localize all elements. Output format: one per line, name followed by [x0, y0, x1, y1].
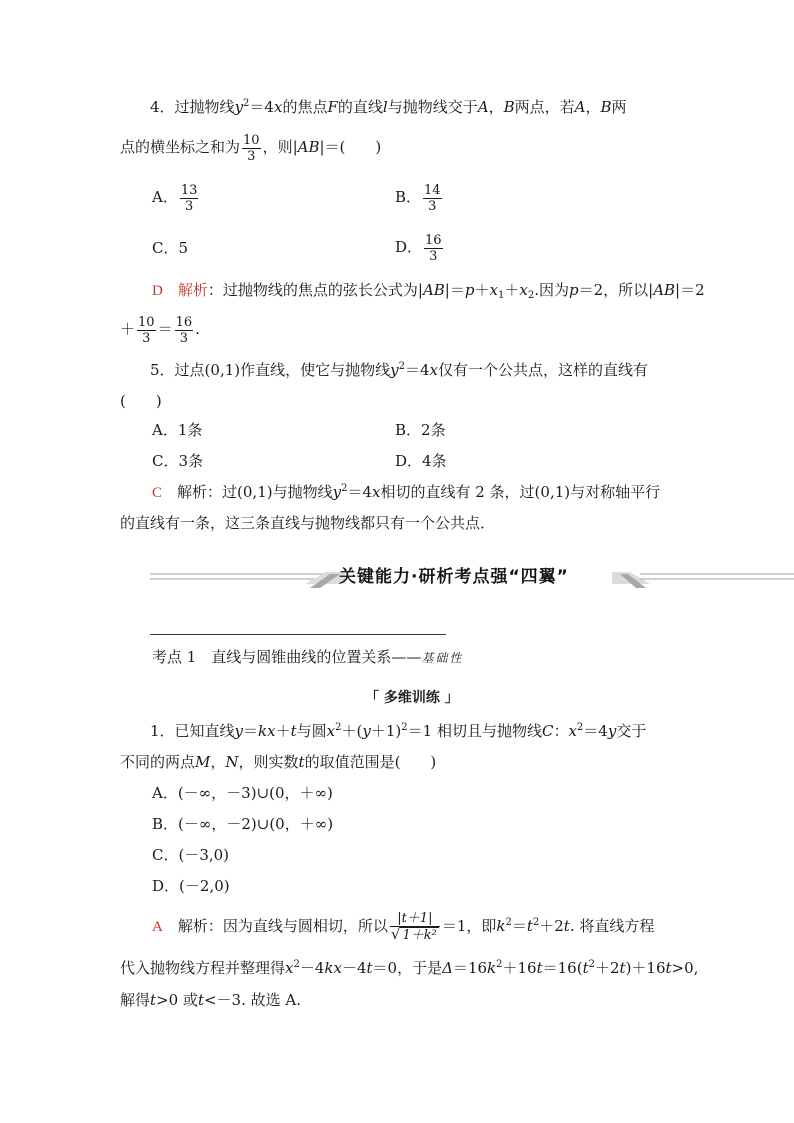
answer-letter: A: [152, 919, 163, 935]
q4-answer-line1: D 解析：过抛物线的焦点的弦长公式为$|AB|=p+x_1+x_2$.因为p＝2，所以|AB|＝2: [152, 281, 705, 301]
answer-letter: C: [152, 485, 163, 501]
q5-option-d: D．4条: [395, 452, 447, 470]
section-banner-title: 关键能力·研析考点强“四翼”: [339, 567, 569, 587]
answer-letter: D: [152, 283, 163, 299]
p1-answer-line2: 代入抛物线方程并整理得$x^2-4kx-4t=0$，于是$\Delta=16k^2+16t=16(t^2+2t)+16t>0$,: [120, 959, 699, 977]
q5-answer-line2: 的直线有一条，这三条直线与抛物线都只有一个公共点．: [120, 514, 496, 532]
q4-option-d: D． $\frac{16}{3}$: [395, 232, 442, 264]
q5-answer-line1: C 解析：过(0,1)与抛物线$y^2=4x$相切的直线有 2 条，过(0,1)与对称轴平行: [152, 483, 661, 501]
drill-heading: 「 多维训练 」: [365, 690, 459, 706]
q5-line2: ( ): [120, 392, 162, 410]
kaodian-tag: 基础性: [421, 651, 464, 665]
p1-answer-line1: A 解析：因为直线与圆相切，所以 $\frac{|t+1|}{\text{√ 1＋k²}}$ ＝1，即$k^2=t^2+2t$. 将直线方程: [152, 911, 655, 943]
q4-line1: 4．过抛物线$y^2=4x$的焦点F的直线l与抛物线交于A，B两点，若A，B两: [150, 98, 627, 116]
p1-line2: 不同的两点M，N，则实数t的取值范围是( ): [120, 753, 437, 771]
p1-answer-line3: 解得t>0 或t<－3. 故选 A.: [120, 991, 301, 1009]
q4-answer-line2: ＋ $\frac{10}{3}$ ＝ $\frac{16}{3}$ .: [120, 314, 200, 346]
kaodian-heading: 考点 1 直线与圆锥曲线的位置关系——基础性: [152, 648, 464, 666]
q4-line2: 点的横坐标之和为 $\frac{10}{3}$ ，则|AB|＝( ): [120, 132, 382, 164]
q4-option-b: B． $\frac{14}{3}$: [395, 182, 441, 214]
q5-option-a: A．1条: [152, 421, 203, 439]
p1-option-b: B．(－∞，－2)∪(0，＋∞): [152, 815, 334, 833]
q5-option-b: B．2条: [395, 421, 446, 439]
p1-option-a: A．(－∞，－3)∪(0，＋∞): [152, 784, 333, 802]
heading-rule: [150, 634, 446, 635]
q5-line1: 5．过点(0,1)作直线，使它与抛物线$y^2=4x$仅有一个公共点，这样的直线有: [150, 361, 648, 379]
q4-option-a: A． $\frac{13}{3}$: [152, 182, 198, 214]
p1-line1: 1．已知直线y＝kx＋t与圆$x^2+(y+1)^2=1$ 相切且与抛物线C：$x^2=4y$交于: [150, 722, 647, 740]
q5-option-c: C．3条: [152, 452, 204, 470]
p1-option-c: C．(－3,0): [152, 846, 230, 864]
q4-option-c: C．5: [152, 239, 189, 257]
p1-option-d: D．(－2,0): [152, 877, 230, 895]
